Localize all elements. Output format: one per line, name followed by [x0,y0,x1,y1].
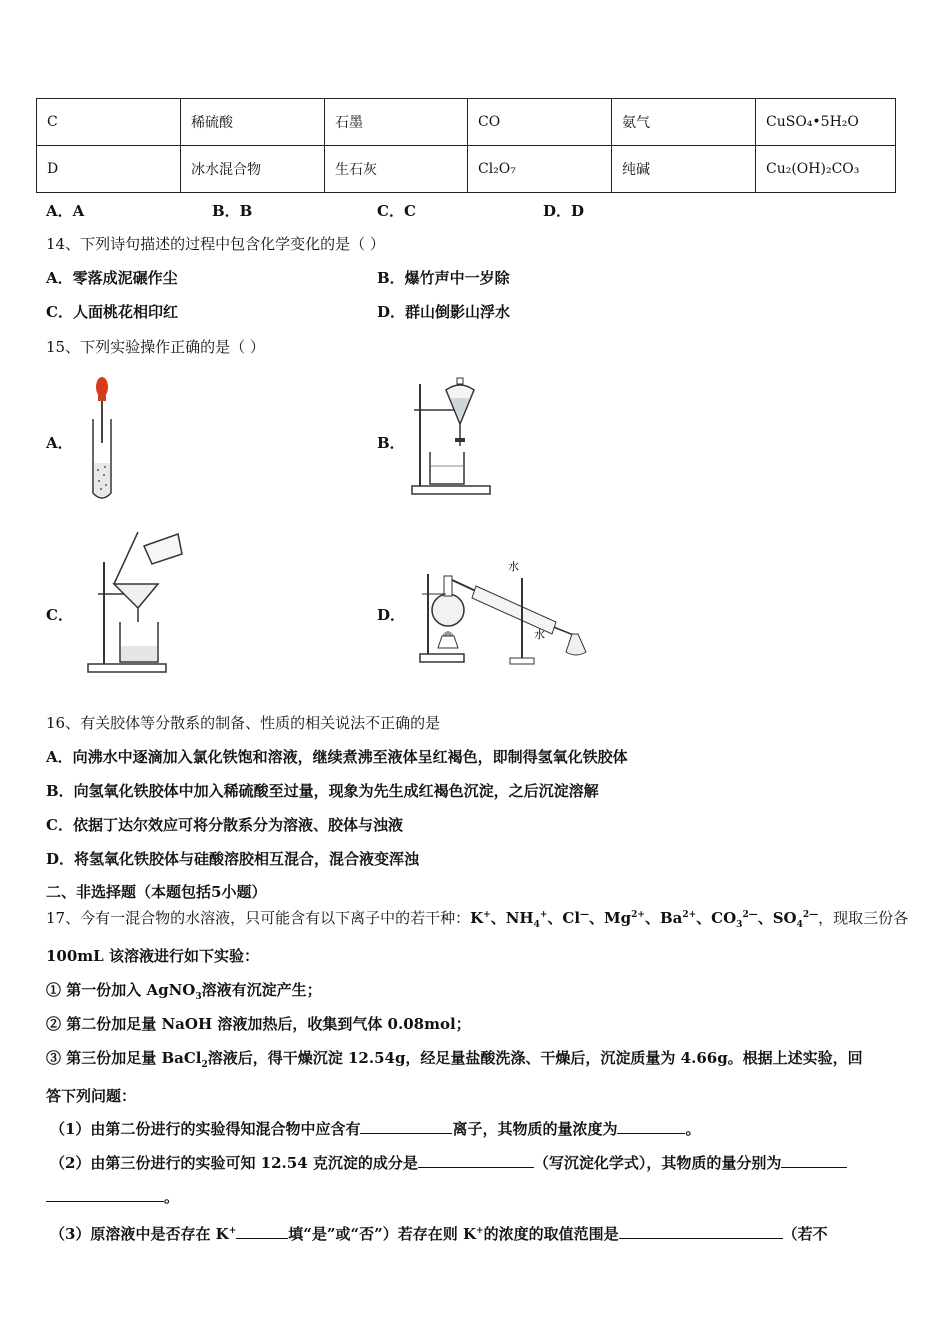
water-inlet-label: 水 [508,560,519,573]
q15-option-b[interactable]: B． [377,434,405,452]
q17-part2-text: （2）由第三份进行的实验可知 12.54 克沉淀的成分是 [50,1154,418,1172]
q16-stem: 16、有关胶体等分散系的制备、性质的相关说法不正确的是 [46,714,441,732]
q17-exp1-text2: 溶液有沉淀产生； [201,981,322,999]
filtration-figure [86,528,186,674]
separatory-funnel-figure [410,374,494,496]
table-row [37,99,896,146]
q13-option-d[interactable]: D．D [543,202,585,220]
q13-option-b[interactable]: B．B [212,202,253,220]
table-cell: CO [468,99,612,146]
q16-option-d[interactable]: D．将氢氧化铁胶体与硅酸溶胶相互混合，混合液变浑浊 [46,850,420,868]
q17-line2: 100mL 该溶液进行如下实验： [46,947,259,965]
q13-option-c[interactable]: C．C [377,202,416,220]
distillation-figure [416,550,592,666]
table-cell: 稀硫酸 [181,99,325,146]
table-cell: Cu₂(OH)₂CO₃ [756,146,896,193]
answer-table [36,98,896,193]
answer-blank[interactable] [418,1153,534,1168]
q16-option-c[interactable]: C．依据丁达尔效应可将分散系分为溶液、胶体与浊液 [46,816,403,834]
q17-part3: （3）原溶液中是否存在 K+ 填“是”或“否”）若存在则 K+的浓度的取值范围是 （若不 [50,1225,828,1243]
q14-stem: 14、下列诗句描述的过程中包含化学变化的是（ ） [46,235,385,253]
q17-stem-suffix: ，现取三份各 [818,909,909,927]
table-row [37,146,896,193]
q17-part3-text4: （若不 [782,1225,828,1243]
table-cell: 氨气 [612,99,756,146]
q17-part1-text2: 离子，其物质的量浓度为 [452,1120,618,1138]
section-title: 二、非选择题（本题包括5小题） [46,883,267,901]
q16-option-a[interactable]: A．向沸水中逐滴加入氯化铁饱和溶液，继续煮沸至液体呈红褐色，即制得氢氧化铁胶体 [46,748,628,766]
dropper-test-tube-figure [84,375,124,503]
q17-exp1: ① 第一份加入 AgNO$_3$溶液有沉淀产生； [46,981,322,1002]
answer-blank[interactable] [781,1153,847,1168]
water-outlet-label: 水 [534,628,545,641]
q14-option-a[interactable]: A．零落成泥碾作尘 [46,269,178,287]
q17-part2-line2 [46,1186,179,1207]
table-cell: D [37,146,181,193]
table-cell: 生石灰 [325,146,468,193]
q17-exp3: ③ 第三份加足量 BaCl$_2$溶液后，得干燥沉淀 12.54g，经足量盐酸洗涤、干燥后，沉淀质量为 4.66g。根据上述实验，回 [46,1049,863,1070]
q17-part2 [50,1152,847,1173]
q15-option-c[interactable]: C． [46,606,73,624]
table-cell: 纯碱 [612,146,756,193]
table-cell: 冰水混合物 [181,146,325,193]
table-cell: C [37,99,181,146]
q17-stem: 17、今有一混合物的水溶液，只可能含有以下离子中的若干种：K+、$NH_4^+$、Cl—、$Mg^{2+}$、$Ba^{2+}$、$CO_3^{2—}$、$SO_4^{2—}$，现取三份各 [46,909,909,930]
q17-exp3-text2: 溶液后，得干燥沉淀 12.54g，经足量盐酸洗涤、干燥后，沉淀质量为 4.66g。根据上述实验，回 [207,1049,863,1067]
q14-option-b[interactable]: B．爆竹声中一岁除 [377,269,510,287]
q17-part1 [50,1118,700,1139]
q16-option-b[interactable]: B．向氢氧化铁胶体中加入稀硫酸至过量，现象为先生成红褐色沉淀，之后沉淀溶解 [46,782,599,800]
q14-option-d[interactable]: D．群山倒影山浮水 [377,303,511,321]
table-cell: Cl₂O₇ [468,146,612,193]
table-cell: 石墨 [325,99,468,146]
q17-part2-text2: （写沉淀化学式），其物质的量分别为 [533,1154,782,1172]
q17-exp3-text: ③ 第三份加足量 BaCl [46,1049,202,1067]
answer-blank[interactable] [236,1224,288,1239]
q17-part3-text3: 的浓度的取值范围是 [483,1225,619,1243]
answer-blank[interactable] [619,1224,783,1239]
q17-exp2: ② 第二份加足量 NaOH 溶液加热后，收集到气体 0.08mol； [46,1015,471,1033]
q15-stem: 15、下列实验操作正确的是（ ） [46,338,265,356]
q17-exp1-text: ① 第一份加入 AgNO [46,981,196,999]
q17-part1-end: 。 [685,1120,701,1138]
table-cell: CuSO₄•5H₂O [756,99,896,146]
answer-blank[interactable] [360,1119,452,1134]
q14-option-c[interactable]: C．人面桃花相印红 [46,303,178,321]
q17-stem-prefix: 17、今有一混合物的水溶液，只可能含有以下离子中的若干种： [46,909,471,927]
answer-blank[interactable] [46,1187,164,1202]
answer-blank[interactable] [617,1119,685,1134]
q17-part3-text2: 填“是”或“否”）若存在则 K [288,1225,477,1243]
q17-part1-text: （1）由第二份进行的实验得知混合物中应含有 [50,1120,361,1138]
q13-option-a[interactable]: A．A [46,202,85,220]
q17-part2-end: 。 [164,1188,180,1206]
q15-option-a[interactable]: A． [46,434,73,452]
q17-part3-text: （3）原溶液中是否存在 K [50,1225,229,1243]
q17-exp3-line2: 答下列问题： [46,1087,137,1105]
q15-option-d[interactable]: D． [377,606,406,624]
